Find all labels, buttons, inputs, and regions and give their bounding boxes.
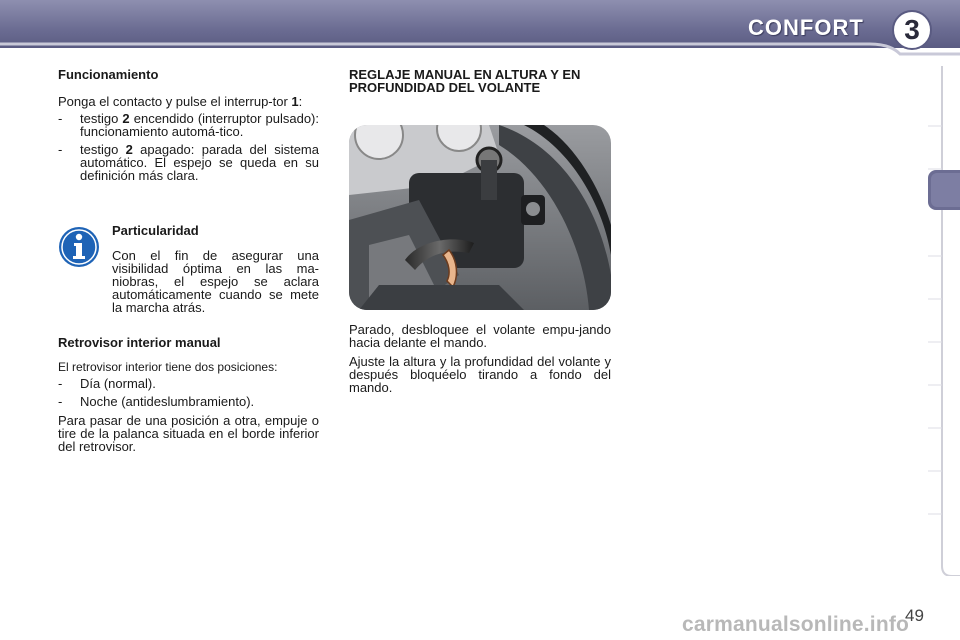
retrovisor-item-2: - Noche (antideslumbramiento). bbox=[58, 394, 255, 409]
info-icon bbox=[58, 226, 100, 268]
funcionamiento-intro: Ponga el contacto y pulse el interrup-tor 1: bbox=[58, 94, 303, 109]
page-number: 49 bbox=[905, 606, 924, 625]
reglaje-para-2: Ajuste la altura y la profundidad del volante y después bloquéelo tirando a fondo del mando. bbox=[349, 354, 611, 395]
funcionamiento-bullet-1: - testigo 2 encendido (interruptor pulsado): funcionamiento automá-tico. bbox=[58, 111, 319, 139]
retrovisor-text: Para pasar de una posición a otra, empuje o tire de la palanca situada en el borde inferior del retrovisor. bbox=[58, 413, 319, 454]
chapter-title: CONFORT bbox=[748, 15, 864, 40]
right-column bbox=[349, 68, 611, 94]
retrovisor-intro: El retrovisor interior tiene dos posiciones: bbox=[58, 360, 278, 374]
watermark: carmanualsonline.info bbox=[682, 613, 910, 636]
reglaje-para-1: Parado, desbloquee el volante empu-jando hacia delante el mando. bbox=[349, 322, 611, 350]
steering-photo bbox=[349, 125, 611, 310]
chapter-tabs bbox=[928, 66, 960, 576]
reglaje-text bbox=[349, 323, 611, 394]
retrovisor-title: Retrovisor interior manual bbox=[58, 335, 221, 350]
particularidad-box bbox=[112, 224, 319, 314]
particularidad-text: Con el fin de asegurar una visibilidad óptima en las ma-niobras, el espejo se aclara automáticamente cuando se mete la marcha atrás. bbox=[112, 248, 319, 315]
steering-column-illustration bbox=[349, 125, 611, 310]
reglaje-title: REGLAJE MANUAL EN ALTURA Y EN PROFUNDIDAD DEL VOLANTE bbox=[349, 67, 581, 95]
funcionamiento-bullet-2: - testigo 2 apagado: parada del sistema automático. El espejo se queda en su definición más clara. bbox=[58, 142, 319, 183]
particularidad-title: Particularidad bbox=[112, 223, 199, 238]
chapter-number: 3 bbox=[904, 14, 920, 45]
retrovisor-section bbox=[58, 336, 319, 453]
header-swoosh bbox=[0, 40, 960, 58]
retrovisor-item-1: - Día (normal). bbox=[58, 376, 156, 391]
left-column bbox=[58, 68, 319, 182]
funcionamiento-title: Funcionamiento bbox=[58, 67, 159, 82]
